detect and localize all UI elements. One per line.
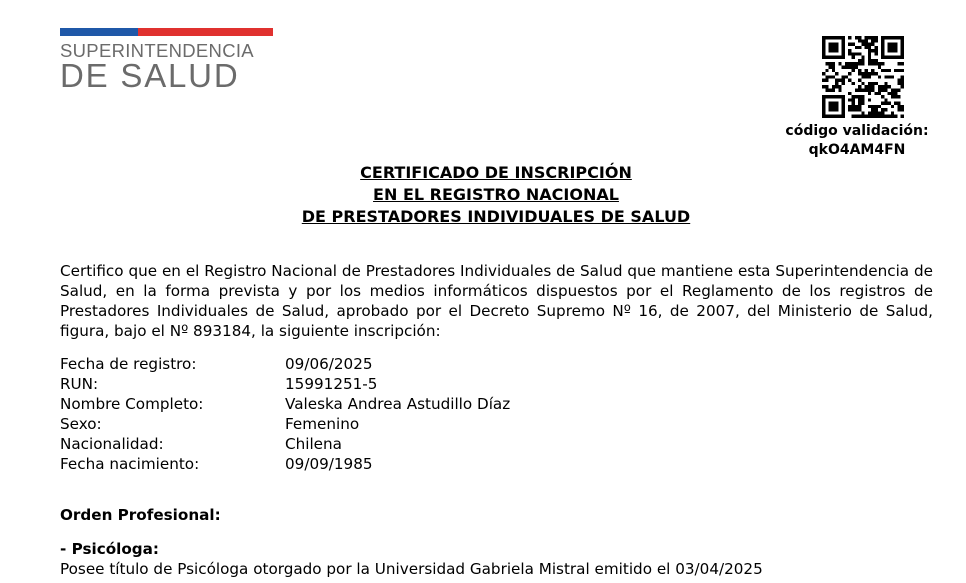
- certificate-title: [0, 162, 966, 228]
- logo-color-bar: [60, 28, 273, 36]
- logo-line-2: DE SALUD: [60, 57, 240, 94]
- field-label: Nombre Completo:: [60, 395, 204, 413]
- superintendencia-logo: [60, 28, 273, 94]
- field-row-nacionalidad: [60, 434, 510, 454]
- validation-code: qkO4AM4FN: [808, 142, 906, 158]
- field-row-fecha-nacimiento: [60, 454, 510, 474]
- field-value: Valeska Andrea Astudillo Díaz: [285, 395, 511, 413]
- certification-paragraph: Certifico que en el Registro Nacional de Prestadores Individuales de Salud que mantiene esta Superintendencia de Salud, en la forma prevista y por los medios informáticos dispuestos por el Reglamento de los registros de Prestadores Individuales de Salud, aprobado por el Decreto Supremo Nº 16, de 2007, del Ministerio de Salud, figura, bajo el Nº 893184, la siguiente inscripción:: [60, 262, 933, 340]
- title-line-3: DE PRESTADORES INDIVIDUALES DE SALUD: [301, 207, 691, 226]
- field-label: Nacionalidad:: [60, 435, 164, 453]
- profession-title: - Psicóloga:: [60, 540, 159, 558]
- orden-profesional-heading: Orden Profesional:: [60, 506, 221, 524]
- qr-code-icon: [822, 36, 904, 118]
- field-value: 09/09/1985: [285, 455, 373, 473]
- field-row-sexo: [60, 414, 510, 434]
- field-value: 09/06/2025: [285, 355, 373, 373]
- profession-description: Posee título de Psicóloga otorgado por la Universidad Gabriela Mistral emitido el 03/04/2025: [60, 560, 763, 578]
- validation-block: [772, 122, 942, 160]
- field-row-nombre: [60, 394, 510, 414]
- title-line-1: CERTIFICADO DE INSCRIPCIÓN: [360, 163, 632, 182]
- field-value: Femenino: [285, 415, 360, 433]
- field-value: 15991251-5: [285, 375, 378, 393]
- logo-red-segment: [138, 28, 273, 36]
- field-label: Sexo:: [60, 415, 102, 433]
- logo-line-1: SUPERINTENDENCIA: [60, 40, 254, 61]
- logo-blue-segment: [60, 28, 138, 36]
- title-line-2: EN EL REGISTRO NACIONAL: [373, 185, 619, 204]
- field-value: Chilena: [285, 435, 342, 453]
- field-label: RUN:: [60, 375, 99, 393]
- field-label: Fecha nacimiento:: [60, 455, 200, 473]
- field-row-fecha-registro: [60, 354, 510, 374]
- registration-fields: [60, 354, 510, 474]
- field-row-run: [60, 374, 510, 394]
- field-label: Fecha de registro:: [60, 355, 197, 373]
- validation-label: código validación:: [785, 123, 929, 139]
